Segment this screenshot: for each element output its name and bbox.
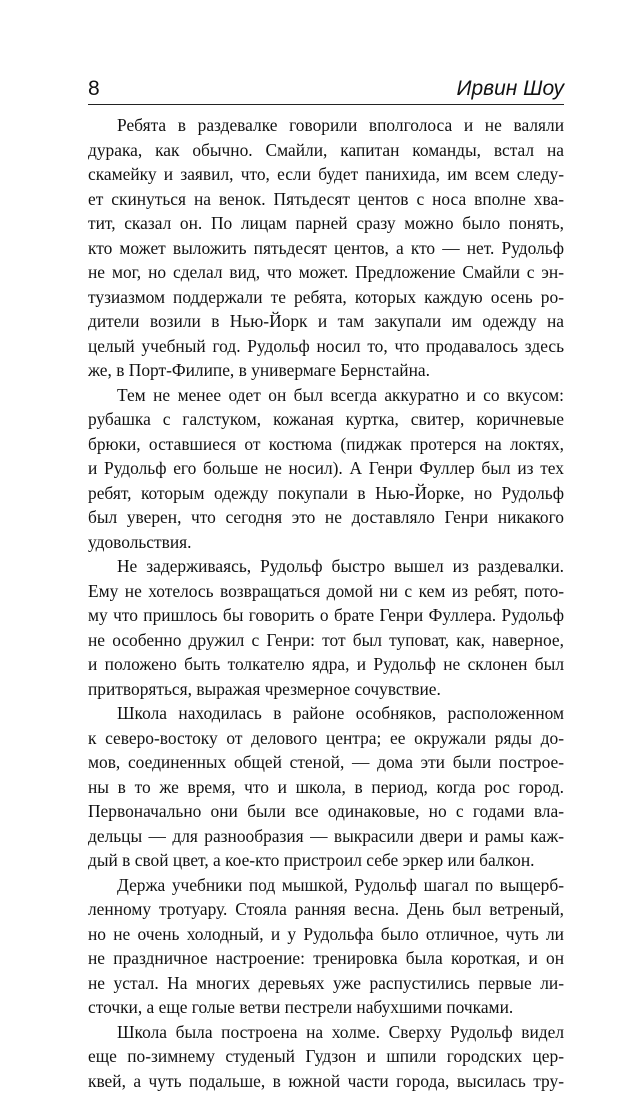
text-line: квей, а чуть подальше, в южной части города, высилась тру-	[88, 1069, 564, 1093]
text-line: притворяться, выражая чрезмерное сочувствие.	[88, 677, 564, 702]
paragraph	[88, 701, 564, 873]
text-line: ребят, которым одежду покупали в Нью-Йорке, но Рудольф	[88, 481, 564, 506]
text-line: дители возили в Нью-Йорк и там закупали им одежду на	[88, 309, 564, 334]
paragraph	[88, 113, 564, 383]
text-line: Не задерживаясь, Рудольф быстро вышел из раздевалки.	[88, 554, 564, 579]
text-line: дельцы — для разнообразия — выкрасили двери и рамы каж-	[88, 824, 564, 849]
text-line: не праздничное настроение: тренировка была короткая, и он	[88, 946, 564, 971]
text-line: целый учебный год. Рудольф носил то, что продавалось здесь	[88, 334, 564, 359]
running-head-author: Ирвин Шоу	[456, 77, 564, 101]
text-line: Ребята в раздевалке говорили вполголоса и не валяли	[88, 113, 564, 138]
text-line: тит, сказал он. По лицам парней сразу можно было понять,	[88, 211, 564, 236]
paragraph	[88, 554, 564, 701]
text-line: ет скинуться на венок. Пятьдесят центов с носа вполне хва-	[88, 187, 564, 212]
text-line: Держа учебники под мышкой, Рудольф шагал по выщерб-	[88, 873, 564, 898]
text-line: не устал. На многих деревьях уже распустились первые ли-	[88, 971, 564, 996]
text-line: брюки, оставшиеся от костюма (пиджак протерся на локтях,	[88, 432, 564, 457]
text-line: дурака, как обычно. Смайли, капитан команды, встал на	[88, 138, 564, 163]
text-line: му что пришлось бы говорить о брате Генри Фуллера. Рудольф	[88, 603, 564, 628]
text-line: удовольствия.	[88, 530, 564, 555]
text-line: но не очень холодный, и у Рудольфа было отличное, чуть ли	[88, 922, 564, 947]
text-line: мов, соединенных общей стеной, — дома эти были построе-	[88, 750, 564, 775]
text-line: Тем не менее одет он был всегда аккуратно и со вкусом:	[88, 383, 564, 408]
text-line: тузиазмом поддержали те ребята, которых каждую осень ро-	[88, 285, 564, 310]
body-text	[88, 113, 564, 1093]
paragraph	[88, 873, 564, 1020]
text-line: Первоначально они были все одинаковые, но с годами вла-	[88, 799, 564, 824]
paragraph	[88, 383, 564, 555]
text-line: не мог, но сделал вид, что может. Предложение Смайли с эн-	[88, 260, 564, 285]
text-line: Школа была построена на холме. Сверху Рудольф видел	[88, 1020, 564, 1045]
text-line: ны в то же время, что и школа, в период, когда рос город.	[88, 775, 564, 800]
text-line: Школа находилась в районе особняков, расположенном	[88, 701, 564, 726]
paragraph	[88, 1020, 564, 1093]
text-line: кто может выложить пятьдесят центов, а кто — нет. Рудольф	[88, 236, 564, 261]
text-line: и Рудольф его больше не носил). А Генри Фуллер был из тех	[88, 456, 564, 481]
text-line: был уверен, что сегодня это не доставляло Генри никакого	[88, 505, 564, 530]
text-line: рубашка с галстуком, кожаная куртка, свитер, коричневые	[88, 407, 564, 432]
text-line: же, в Порт-Филипе, в универмаге Бернстайна.	[88, 358, 564, 383]
text-line: скамейку и заявил, что, если будет панихида, им всем следу-	[88, 162, 564, 187]
text-line: ленному тротуару. Стояла ранняя весна. День был ветреный,	[88, 897, 564, 922]
page-number: 8	[88, 77, 100, 101]
text-line: еще по-зимнему студеный Гудзон и шпили городских цер-	[88, 1044, 564, 1069]
text-line: и положено быть толкателю ядра, и Рудольф не склонен был	[88, 652, 564, 677]
text-line: не особенно дружил с Генри: тот был туповат, как, наверное,	[88, 628, 564, 653]
text-line: дый в свой цвет, а кое-кто пристроил себе эркер или балкон.	[88, 848, 564, 873]
text-line: к северо-востоку от делового центра; ее окружали ряды до-	[88, 726, 564, 751]
text-line: сточки, а еще голые ветви пестрели набухшими почками.	[88, 995, 564, 1020]
page-header	[88, 68, 564, 105]
text-line: Ему не хотелось возвращаться домой ни с кем из ребят, пото-	[88, 579, 564, 604]
